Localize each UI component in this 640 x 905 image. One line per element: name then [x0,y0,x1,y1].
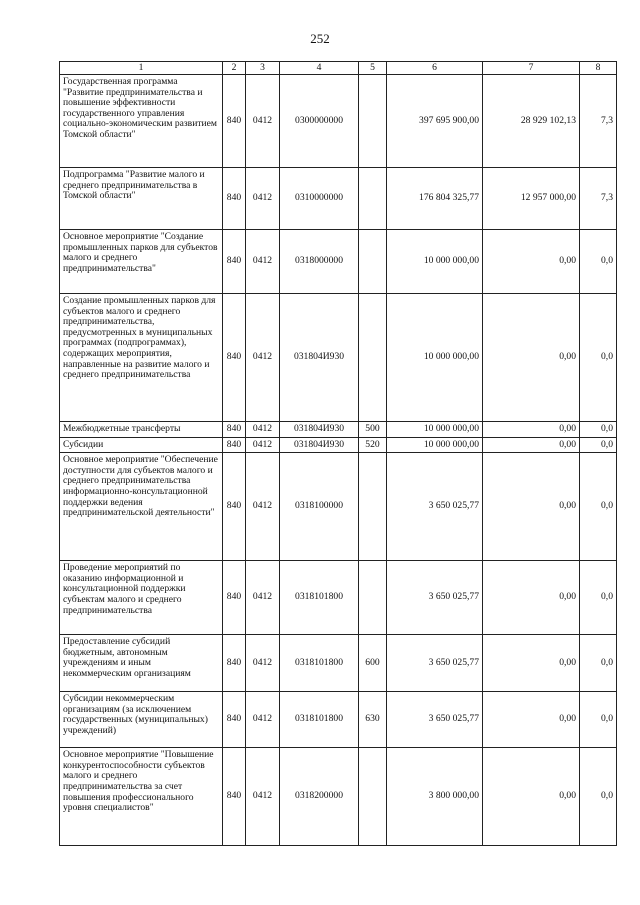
cell-c7: 0,00 [483,635,580,692]
cell-c3: 0412 [246,168,280,230]
cell-c7: 0,00 [483,453,580,561]
cell-c8: 0,0 [580,294,617,422]
cell-c3: 0412 [246,294,280,422]
cell-c7: 12 957 000,00 [483,168,580,230]
column-header: 6 [387,62,483,75]
table-row [60,561,617,635]
cell-c8: 0,0 [580,422,617,438]
table-row [60,230,617,294]
row-name: Создание промышленных парков для субъектов малого и среднего предпринимательства, предусмотренных в муниципальных программах (подпрограммах), содержащих мероприятия, направленные на развитие малого и среднего предпринимательства [60,294,223,422]
cell-c5: 630 [359,692,387,748]
cell-c5 [359,453,387,561]
cell-c2: 840 [223,635,246,692]
cell-c7: 0,00 [483,294,580,422]
cell-c6: 3 650 025,77 [387,561,483,635]
column-header: 8 [580,62,617,75]
cell-c6: 3 650 025,77 [387,635,483,692]
row-name: Субсидии некоммерческим организациям (за исключением государственных (муниципальных) учреждений) [60,692,223,748]
cell-c7: 0,00 [483,230,580,294]
column-header: 2 [223,62,246,75]
cell-c3: 0412 [246,453,280,561]
cell-c4: 031804И930 [280,422,359,438]
cell-c8: 0,0 [580,453,617,561]
cell-c6: 397 695 900,00 [387,75,483,168]
table-row [60,437,617,453]
cell-c7: 0,00 [483,748,580,846]
cell-c7: 0,00 [483,692,580,748]
column-header: 4 [280,62,359,75]
cell-c7: 0,00 [483,422,580,438]
cell-c2: 840 [223,294,246,422]
page-number: 252 [310,31,330,46]
cell-c2: 840 [223,168,246,230]
row-name: Субсидии [60,437,223,453]
cell-c2: 840 [223,453,246,561]
cell-c7: 0,00 [483,437,580,453]
table-row [60,692,617,748]
cell-c6: 10 000 000,00 [387,422,483,438]
cell-c8: 0,0 [580,748,617,846]
cell-c2: 840 [223,422,246,438]
cell-c3: 0412 [246,692,280,748]
cell-c5: 500 [359,422,387,438]
cell-c5: 520 [359,437,387,453]
cell-c8: 7,3 [580,75,617,168]
cell-c7: 28 929 102,13 [483,75,580,168]
row-name: Государственная программа "Развитие предпринимательства и повышение эффективности государственного управления социально-экономическим развитием Томской области" [60,75,223,168]
cell-c2: 840 [223,561,246,635]
cell-c8: 0,0 [580,437,617,453]
cell-c8: 0,0 [580,561,617,635]
table-row [60,294,617,422]
cell-c3: 0412 [246,230,280,294]
cell-c3: 0412 [246,635,280,692]
cell-c3: 0412 [246,422,280,438]
column-header: 5 [359,62,387,75]
row-name: Проведение мероприятий по оказанию информационной и консультационной поддержки субъектам малого и среднего предпринимательства [60,561,223,635]
cell-c6: 3 650 025,77 [387,453,483,561]
cell-c4: 031804И930 [280,294,359,422]
cell-c3: 0412 [246,75,280,168]
cell-c5 [359,561,387,635]
cell-c6: 10 000 000,00 [387,230,483,294]
column-header: 3 [246,62,280,75]
cell-c8: 0,0 [580,692,617,748]
table-row [60,168,617,230]
cell-c4: 0310000000 [280,168,359,230]
cell-c3: 0412 [246,437,280,453]
table-row [60,453,617,561]
table-row [60,75,617,168]
row-name: Основное мероприятие "Повышение конкурентоспособности субъектов малого и среднего предпринимательства за счет повышения профессионального уровня специалистов" [60,748,223,846]
cell-c6: 3 650 025,77 [387,692,483,748]
table-row [60,635,617,692]
cell-c4: 0318000000 [280,230,359,294]
cell-c2: 840 [223,748,246,846]
cell-c3: 0412 [246,561,280,635]
row-name: Межбюджетные трансферты [60,422,223,438]
budget-table [59,61,617,846]
table-row [60,422,617,438]
cell-c3: 0412 [246,748,280,846]
cell-c6: 3 800 000,00 [387,748,483,846]
row-name: Предоставление субсидий бюджетным, автономным учреждениям и иным некоммерческим организациям [60,635,223,692]
cell-c4: 0318101800 [280,561,359,635]
cell-c4: 0318101800 [280,692,359,748]
cell-c4: 0318200000 [280,748,359,846]
cell-c8: 7,3 [580,168,617,230]
cell-c4: 0300000000 [280,75,359,168]
row-name: Основное мероприятие "Обеспечение доступности для субъектов малого и среднего предпринимательства информационно-консультационной поддержки ведения предпринимательской деятельности" [60,453,223,561]
cell-c5 [359,168,387,230]
column-header: 1 [60,62,223,75]
cell-c5: 600 [359,635,387,692]
cell-c4: 0318101800 [280,635,359,692]
cell-c7: 0,00 [483,561,580,635]
row-name: Основное мероприятие "Создание промышленных парков для субъектов малого и среднего предпринимательства" [60,230,223,294]
cell-c8: 0,0 [580,635,617,692]
cell-c5 [359,75,387,168]
row-name: Подпрограмма "Развитие малого и среднего предпринимательства в Томской области" [60,168,223,230]
cell-c4: 0318100000 [280,453,359,561]
cell-c5 [359,294,387,422]
column-header: 7 [483,62,580,75]
cell-c2: 840 [223,230,246,294]
cell-c5 [359,230,387,294]
cell-c2: 840 [223,437,246,453]
cell-c2: 840 [223,75,246,168]
table-row [60,748,617,846]
cell-c6: 176 804 325,77 [387,168,483,230]
cell-c2: 840 [223,692,246,748]
cell-c5 [359,748,387,846]
cell-c4: 031804И930 [280,437,359,453]
cell-c8: 0,0 [580,230,617,294]
cell-c6: 10 000 000,00 [387,294,483,422]
table-header-row [60,62,617,75]
cell-c6: 10 000 000,00 [387,437,483,453]
